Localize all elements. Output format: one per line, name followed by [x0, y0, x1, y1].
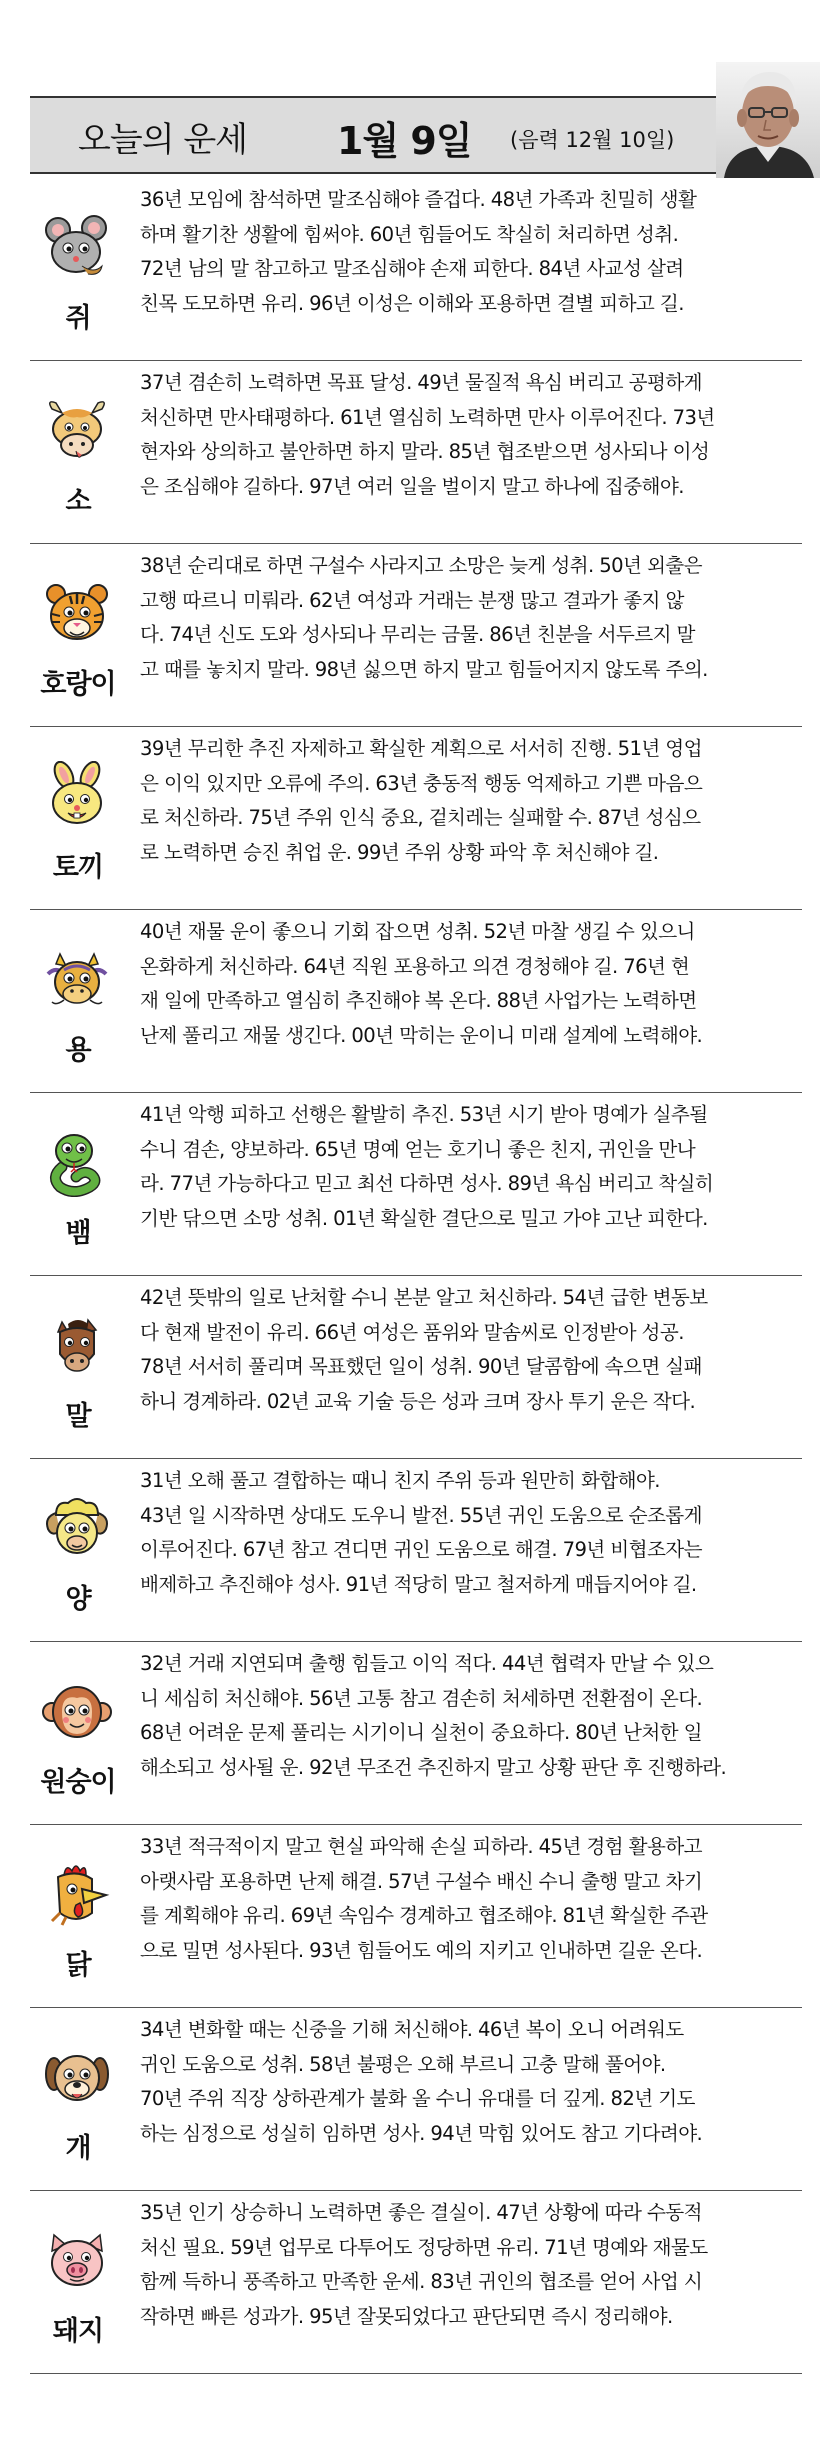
- rabbit-icon: [42, 761, 112, 831]
- fortune-text-rat: 36년 모임에 참석하면 말조심해야 즐겁다. 48년 가족과 친밀히 생활 하며 활기찬 생활에 힘써야. 60년 힘들어도 착실히 처리하면 성취. 72년 남의 말 참고하고 말조심해야 손재 피한다. 84년 사교성 살려 친목 도모하면 유리. 96년 이성은 이해와 포용하면 결별 피하고 길.: [140, 188, 697, 315]
- animal-name-pig: 돼지: [52, 2316, 104, 2347]
- fortune-row-dog: [30, 2008, 802, 2191]
- animal-name-dragon: 용: [65, 1035, 91, 1066]
- fortune-row-monkey: [30, 1642, 802, 1825]
- tiger-icon: [42, 578, 112, 648]
- pig-icon: [42, 2225, 112, 2295]
- fortune-text-rooster: 33년 적극적이지 말고 현실 파악해 손실 피하라. 45년 경험 활용하고 아랫사람 포용하면 난제 해결. 57년 구설수 배신 수니 출행 말고 차기 를 계획해야 유리. 69년 속임수 경계하고 협조해야. 81년 확실한 주관 으로 밀면 성사된다. 93년 힘들어도 예의 지키고 인내하면 길운 온다.: [140, 1835, 708, 1962]
- horse-icon: [42, 1310, 112, 1380]
- animal-name-rabbit: 토끼: [52, 852, 104, 883]
- fortune-row-snake: [30, 1093, 802, 1276]
- author-portrait-photo: [716, 62, 820, 178]
- monkey-icon: [42, 1676, 112, 1746]
- fortune-row-dragon: [30, 910, 802, 1093]
- fortune-text-rabbit: 39년 무리한 추진 자제하고 확실한 계획으로 서서히 진행. 51년 영업 은 이익 있지만 오류에 주의. 63년 충동적 행동 억제하고 기쁜 마음으 로 처신하라. 75년 주위 인식 중요, 겉치레는 실패할 수. 87년 성심으 로 노력하면 승진 취업 운. 99년 주위 상황 파악 후 처신해야 길.: [140, 737, 703, 864]
- ox-icon: [42, 395, 112, 465]
- rat-icon: [42, 212, 112, 282]
- fortune-row-rat: [30, 178, 802, 361]
- fortune-text-tiger: 38년 순리대로 하면 구설수 사라지고 소망은 늦게 성취. 50년 외출은 고행 따르니 미뤄라. 62년 여성과 거래는 분쟁 많고 결과가 좋지 않 다. 74년 신도 도와 성사되나 무리는 금물. 86년 친분을 서두르지 말 고 때를 놓치지 말라. 98년 싫으면 하지 말고 힘들어지지 않도록 주의.: [140, 554, 708, 681]
- animal-name-horse: 말: [65, 1401, 91, 1432]
- dragon-icon: [42, 944, 112, 1014]
- date-label: 1월 9일: [337, 119, 472, 163]
- animal-name-tiger: 호랑이: [40, 669, 116, 700]
- fortune-row-rabbit: [30, 727, 802, 910]
- page-title: 오늘의 운세: [78, 120, 248, 160]
- fortune-row-pig: [30, 2191, 802, 2374]
- fortune-text-horse: 42년 뜻밖의 일로 난처할 수니 본분 알고 처신하라. 54년 급한 변동보 다 현재 발전이 유리. 66년 여성은 품위와 말솜씨로 인정받아 성공. 78년 서서히 풀리며 목표했던 일이 성취. 90년 달콤함에 속으면 실패 하니 경계하라. 02년 교육 기술 등은 성과 크며 장사 투기 운은 작다.: [140, 1286, 708, 1413]
- fortune-text-monkey: 32년 거래 지연되며 출행 힘들고 이익 적다. 44년 협력자 만날 수 있으 니 세심히 처신해야. 56년 고통 참고 겸손히 처세하면 전환점이 온다. 68년 어려운 문제 풀리는 시기이니 실천이 중요하다. 80년 난처한 일 해소되고 성사될 운. 92년 무조건 추진하지 말고 상황 판단 후 진행하라.: [140, 1652, 727, 1779]
- fortune-text-ox: 37년 겸손히 노력하면 목표 달성. 49년 물질적 욕심 버리고 공평하게 처신하면 만사태평하다. 61년 열심히 노력하면 만사 이루어진다. 73년 현자와 상의하고 불안하면 하지 말라. 85년 협조받으면 성사되나 이성 은 조심해야 길하다. 97년 여러 일을 벌이지 말고 하나에 집중해야.: [140, 371, 715, 498]
- animal-name-sheep: 양: [65, 1584, 91, 1615]
- snake-icon: [42, 1127, 112, 1197]
- animal-name-rat: 쥐: [65, 303, 91, 334]
- fortune-text-snake: 41년 악행 피하고 선행은 활발히 추진. 53년 시기 받아 명예가 실추될 수니 겸손, 양보하라. 65년 명예 얻는 호기니 좋은 친지, 귀인을 만나 라. 77년 가능하다고 믿고 최선 다하면 성사. 89년 욕심 버리고 착실히 기반 닦으면 소망 성취. 01년 확실한 결단으로 밀고 가야 고난 피한다.: [140, 1103, 714, 1230]
- animal-name-rooster: 닭: [65, 1950, 91, 1981]
- header-bar: [30, 96, 802, 174]
- fortune-text-sheep: 31년 오해 풀고 결합하는 때니 친지 주위 등과 원만히 화합해야. 43년 일 시작하면 상대도 도우니 발전. 55년 귀인 도움으로 순조롭게 이루어진다. 67년 참고 견디면 귀인 도움으로 해결. 79년 비협조자는 배제하고 추진해야 성사. 91년 적당히 말고 철저하게 매듭지어야 길.: [140, 1469, 702, 1596]
- animal-name-monkey: 원숭이: [40, 1767, 116, 1798]
- animal-name-ox: 소: [65, 486, 91, 517]
- fortune-row-rooster: [30, 1825, 802, 2008]
- fortune-row-tiger: [30, 544, 802, 727]
- dog-icon: [42, 2042, 112, 2112]
- animal-name-snake: 뱀: [65, 1218, 91, 1249]
- fortune-text-dog: 34년 변화할 때는 신중을 기해 처신해야. 46년 복이 오니 어려워도 귀인 도움으로 성취. 58년 불평은 오해 부르니 고충 말해 풀어야. 70년 주위 직장 상하관계가 불화 올 수니 유대를 더 깊게. 82년 기도 하는 심정으로 성실히 임하면 성사. 94년 막힘 있어도 참고 기다려야.: [140, 2018, 703, 2145]
- sheep-icon: [42, 1493, 112, 1563]
- fortune-text-dragon: 40년 재물 운이 좋으니 기회 잡으면 성취. 52년 마찰 생길 수 있으니 온화하게 처신하라. 64년 직원 포용하고 의견 경청해야 길. 76년 현 재 일에 만족하고 열심히 추진해야 복 온다. 88년 사업가는 노력하면 난제 풀리고 재물 생긴다. 00년 막히는 운이니 미래 설계에 노력해야.: [140, 920, 703, 1047]
- fortune-row-sheep: [30, 1459, 802, 1642]
- animal-name-dog: 개: [65, 2133, 91, 2164]
- fortune-row-ox: [30, 361, 802, 544]
- rooster-icon: [42, 1859, 112, 1929]
- fortune-row-horse: [30, 1276, 802, 1459]
- lunar-date-label: (음력 12월 10일): [510, 128, 675, 152]
- fortune-text-pig: 35년 인기 상승하니 노력하면 좋은 결실이. 47년 상황에 따라 수동적 처신 필요. 59년 업무로 다투어도 정당하면 유리. 71년 명예와 재물도 함께 득하니 풍족하고 만족한 운세. 83년 귀인의 협조를 얻어 사업 시 작하면 빠른 성과가. 95년 잘못되었다고 판단되면 즉시 정리해야.: [140, 2201, 708, 2328]
